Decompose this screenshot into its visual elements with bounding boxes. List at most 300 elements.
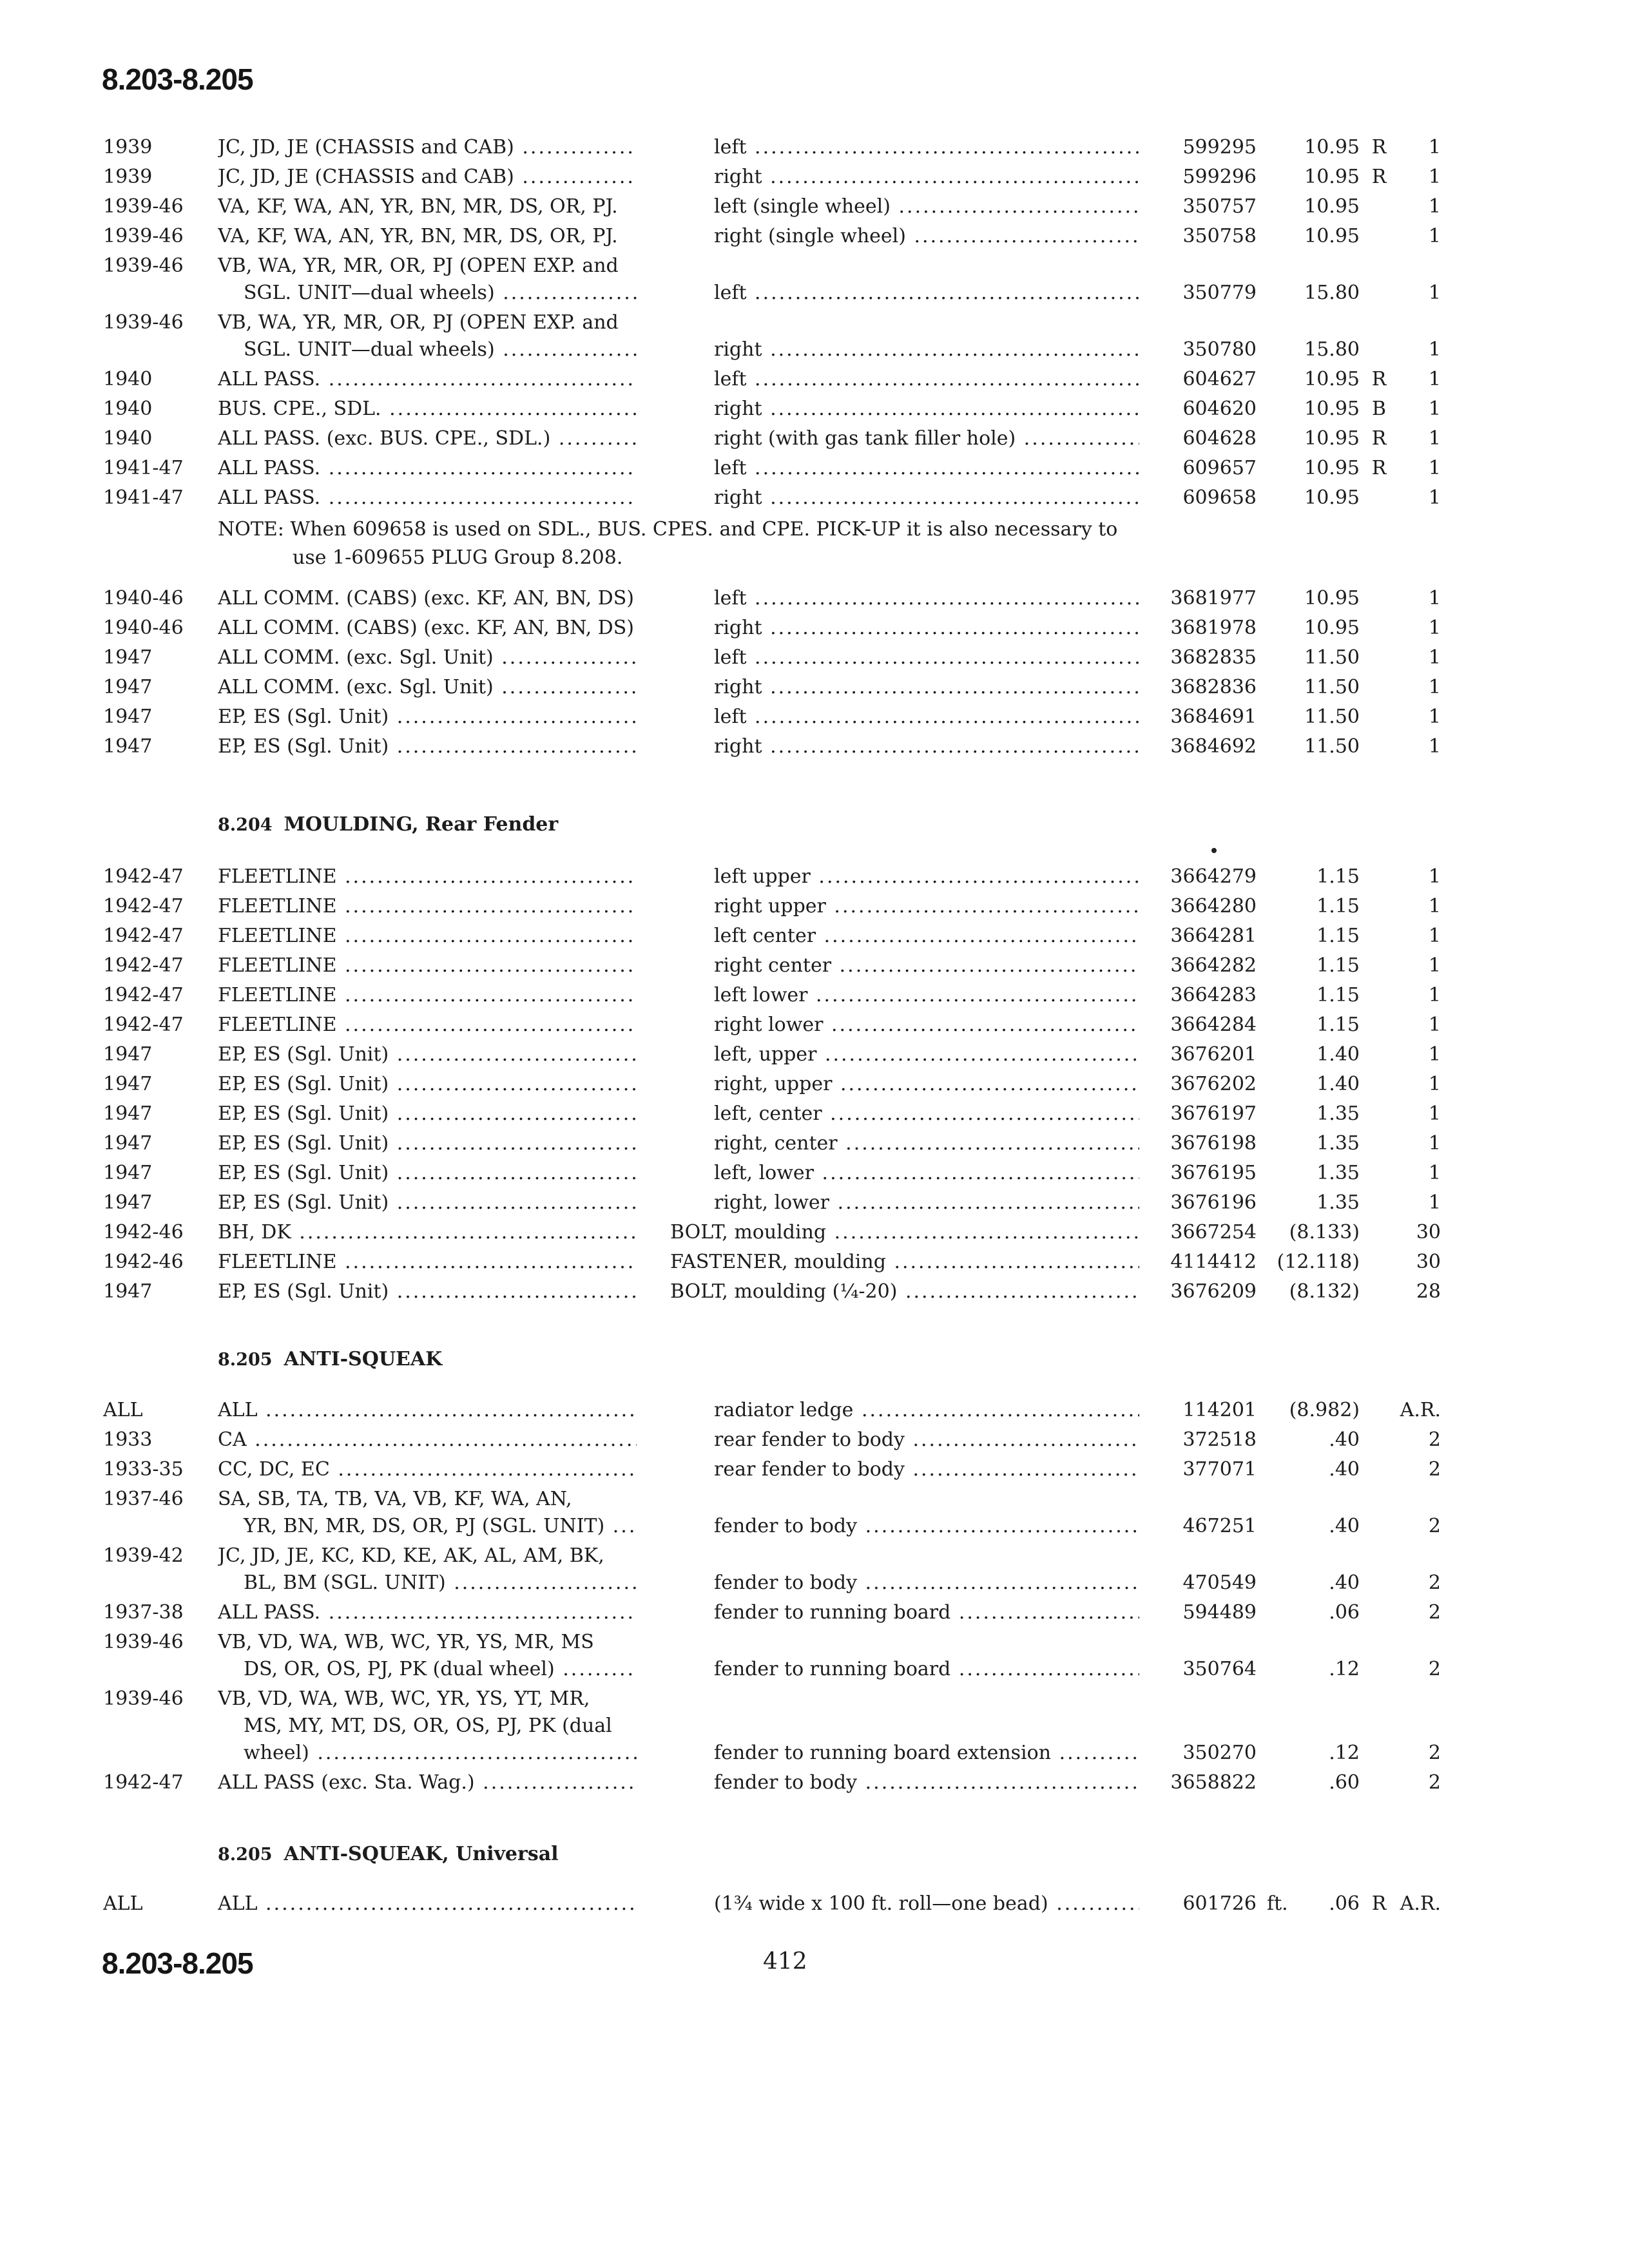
year: 1942-47 (103, 984, 184, 1006)
price: 11.50 (1304, 706, 1360, 728)
table-row-line1 (0, 1542, 1629, 1572)
model: CC, DC, EC ..... (218, 1456, 637, 1483)
year: 1947 (103, 1191, 153, 1214)
description: right ..... (714, 396, 1139, 423)
part-number: 3676195 (1170, 1162, 1257, 1184)
section-heading-8-205-universal (218, 1843, 559, 1865)
year: 1942-47 (103, 954, 184, 977)
code: R (1371, 457, 1387, 479)
model: SA, SB, TA, TB, VA, VB, KF, WA, AN, (218, 1488, 572, 1510)
code: R (1371, 368, 1387, 390)
table-row (0, 455, 1629, 485)
description: left, center ..... (714, 1100, 1139, 1128)
quantity: 1 (1428, 136, 1441, 159)
model-continued: wheel) ..... (218, 1740, 637, 1767)
code: R (1371, 166, 1387, 188)
part-number: 609658 (1182, 486, 1257, 509)
quantity: 1 (1428, 735, 1441, 758)
section-number: 8.204 (218, 815, 273, 835)
price: 15.80 (1304, 338, 1360, 361)
quantity: 1 (1428, 368, 1441, 390)
description: right lower ..... (714, 1012, 1139, 1039)
table-row (0, 1769, 1629, 1799)
table-row (0, 644, 1629, 674)
page-footer-range: 8.203-8.205 (102, 1946, 253, 1980)
part-number: 3664281 (1170, 925, 1257, 947)
description: left ..... (714, 644, 1139, 671)
part-number: 604628 (1182, 427, 1257, 450)
model: FLEETLINE ..... (218, 1012, 637, 1039)
price: 1.35 (1316, 1132, 1360, 1155)
description: right (single wheel) ..... (714, 223, 1139, 250)
description: (1¾ wide x 100 ft. roll—one bead) ..... (714, 1890, 1139, 1917)
price: 1.35 (1316, 1102, 1360, 1125)
part-number: 350779 (1182, 282, 1257, 304)
part-number: 3667254 (1170, 1221, 1257, 1244)
quantity: 1 (1428, 195, 1441, 218)
part-number: 350758 (1182, 225, 1257, 247)
table-row (0, 733, 1629, 763)
model: ALL COMM. (CABS) (exc. KF, AN, BN, DS) (218, 617, 634, 639)
section-number: 8.205 (218, 1350, 273, 1370)
year: 1940 (103, 398, 153, 420)
description: left center ..... (714, 923, 1139, 950)
model: EP, ES (Sgl. Unit) ..... (218, 1160, 637, 1187)
model: ALL ..... (218, 1890, 637, 1917)
table-row (0, 164, 1629, 193)
description: fender to body ..... (714, 1570, 1139, 1597)
table-row (0, 366, 1629, 396)
price: 1.40 (1316, 1073, 1360, 1095)
quantity: 1 (1428, 1073, 1441, 1095)
model: VB, VD, WA, WB, WC, YR, YS, MR, MS (218, 1631, 594, 1653)
table-row-line1 (0, 1486, 1629, 1515)
price: 1.15 (1316, 925, 1360, 947)
price: (12.118) (1277, 1251, 1360, 1273)
description: fender to body ..... (714, 1769, 1139, 1796)
year: 1942-46 (103, 1251, 184, 1273)
table-row (0, 1513, 1629, 1542)
model: FLEETLINE ..... (218, 863, 637, 890)
year: 1942-47 (103, 1771, 184, 1794)
price: 10.95 (1304, 166, 1360, 188)
price: 10.95 (1304, 368, 1360, 390)
model: ALL PASS (exc. Sta. Wag.) ..... (218, 1769, 637, 1796)
part-number: 3676198 (1170, 1132, 1257, 1155)
description: fender to body ..... (714, 1513, 1139, 1540)
description: right (with gas tank filler hole) ..... (714, 425, 1139, 452)
table-row (0, 280, 1629, 309)
model-continued: SGL. UNIT—dual wheels) ..... (218, 280, 637, 307)
price: .40 (1329, 1458, 1360, 1481)
table-row (0, 396, 1629, 425)
table-row (0, 1427, 1629, 1456)
description: right, center ..... (714, 1130, 1139, 1157)
price: 10.95 (1304, 457, 1360, 479)
note (218, 515, 1117, 572)
year: 1939-46 (103, 225, 184, 247)
part-number: 3664282 (1170, 954, 1257, 977)
table-row (0, 1219, 1629, 1249)
price: 1.15 (1316, 1014, 1360, 1036)
year: 1939 (103, 136, 153, 159)
part-number: 3676201 (1170, 1043, 1257, 1066)
table-row-line1 (0, 253, 1629, 282)
quantity: 1 (1428, 1162, 1441, 1184)
note-line-2: use 1-609655 PLUG Group 8.208. (293, 546, 623, 569)
description: right center ..... (714, 952, 1139, 979)
quantity: 1 (1428, 706, 1441, 728)
part-number: 3664279 (1170, 865, 1257, 888)
model: ALL PASS. ..... (218, 366, 637, 393)
part-number: 3682835 (1170, 646, 1257, 669)
table-row (0, 134, 1629, 164)
quantity: 2 (1428, 1771, 1441, 1794)
quantity: 1 (1428, 427, 1441, 450)
model: VB, VD, WA, WB, WC, YR, YS, YT, MR, (218, 1687, 590, 1710)
table-row (0, 1071, 1629, 1100)
model: FLEETLINE ..... (218, 982, 637, 1009)
part-number: 114201 (1182, 1399, 1257, 1421)
part-number: 467251 (1182, 1515, 1257, 1537)
part-number: 3681978 (1170, 617, 1257, 639)
year: 1947 (103, 1073, 153, 1095)
part-number: 3664284 (1170, 1014, 1257, 1036)
price: (8.133) (1289, 1221, 1360, 1244)
part-number: 599296 (1182, 166, 1257, 188)
price: 11.50 (1304, 676, 1360, 698)
quantity: 1 (1428, 338, 1441, 361)
quantity: 1 (1428, 925, 1441, 947)
quantity: 1 (1428, 1043, 1441, 1066)
table-row (0, 893, 1629, 923)
table-row (0, 1599, 1629, 1629)
description: right ..... (714, 674, 1139, 701)
section-number: 8.205 (218, 1845, 273, 1865)
year: 1933 (103, 1428, 153, 1451)
price: 15.80 (1304, 282, 1360, 304)
table-row (0, 982, 1629, 1012)
price: .06 (1329, 1892, 1360, 1915)
price: .12 (1329, 1742, 1360, 1764)
table-row (0, 1456, 1629, 1486)
model: FLEETLINE ..... (218, 923, 637, 950)
model: VA, KF, WA, AN, YR, BN, MR, DS, OR, PJ. (218, 195, 618, 218)
model: VA, KF, WA, AN, YR, BN, MR, DS, OR, PJ. (218, 225, 618, 247)
model: BH, DK ..... (218, 1219, 637, 1246)
quantity: 1 (1428, 617, 1441, 639)
quantity: A.R. (1400, 1892, 1441, 1915)
quantity: 1 (1428, 984, 1441, 1006)
description: fender to running board ..... (714, 1599, 1139, 1626)
model: EP, ES (Sgl. Unit) ..... (218, 733, 637, 760)
model: ALL PASS. ..... (218, 1599, 637, 1626)
model: FLEETLINE ..... (218, 893, 637, 920)
year: 1939-42 (103, 1544, 184, 1567)
table-row (0, 1740, 1629, 1769)
section-title: ANTI-SQUEAK (284, 1348, 443, 1370)
year: 1942-47 (103, 925, 184, 947)
model: EP, ES (Sgl. Unit) ..... (218, 1278, 637, 1305)
year: 1947 (103, 1162, 153, 1184)
year: 1940 (103, 368, 153, 390)
year: 1947 (103, 676, 153, 698)
description: left lower ..... (714, 982, 1139, 1009)
model: BUS. CPE., SDL. ..... (218, 396, 637, 423)
note-line-1: NOTE: When 609658 is used on SDL., BUS. CPES. and CPE. PICK-UP it is also necessary to (218, 518, 1118, 541)
price: .60 (1329, 1771, 1360, 1794)
table-row (0, 1160, 1629, 1189)
price: .40 (1329, 1571, 1360, 1594)
description: left ..... (714, 704, 1139, 731)
year: ALL (103, 1892, 143, 1915)
description: left ..... (714, 585, 1139, 612)
price: .40 (1329, 1515, 1360, 1537)
code: R (1371, 427, 1387, 450)
model: FLEETLINE ..... (218, 952, 637, 979)
price: 1.15 (1316, 865, 1360, 888)
price: 1.15 (1316, 954, 1360, 977)
price: 1.15 (1316, 984, 1360, 1006)
part-number: 470549 (1182, 1571, 1257, 1594)
price: 10.95 (1304, 617, 1360, 639)
year: 1939-46 (103, 195, 184, 218)
code: R (1371, 1892, 1387, 1915)
description: fender to running board extension ..... (714, 1740, 1139, 1767)
quantity: 2 (1428, 1601, 1441, 1624)
part-number: 599295 (1182, 136, 1257, 159)
year: 1947 (103, 1280, 153, 1303)
price: .40 (1329, 1428, 1360, 1451)
year: 1947 (103, 1043, 153, 1066)
description: BOLT, moulding (¼-20) ..... (670, 1278, 1139, 1305)
year: 1942-47 (103, 895, 184, 918)
part-number: 377071 (1182, 1458, 1257, 1481)
year: 1933-35 (103, 1458, 184, 1481)
price: 10.95 (1304, 136, 1360, 159)
model: VB, WA, YR, MR, OR, PJ (OPEN EXP. and (218, 255, 619, 277)
price: 1.35 (1316, 1191, 1360, 1214)
description: left, upper ..... (714, 1041, 1139, 1068)
table-row (0, 863, 1629, 893)
quantity: 1 (1428, 1132, 1441, 1155)
table-row (0, 1041, 1629, 1071)
quantity: 1 (1428, 954, 1441, 977)
price: 11.50 (1304, 735, 1360, 758)
description: radiator ledge ..... (714, 1397, 1139, 1424)
model-continued: SGL. UNIT—dual wheels) ..... (218, 336, 637, 363)
model: EP, ES (Sgl. Unit) ..... (218, 1130, 637, 1157)
table-row (0, 704, 1629, 733)
part-number: 350270 (1182, 1742, 1257, 1764)
model: JC, JD, JE (CHASSIS and CAB) ..... (218, 134, 637, 161)
part-number: 3664280 (1170, 895, 1257, 918)
table-row (0, 585, 1629, 615)
year: 1939-46 (103, 311, 184, 334)
year: 1942-46 (103, 1221, 184, 1244)
table-row (0, 193, 1629, 223)
quantity: 30 (1416, 1251, 1441, 1273)
description: rear fender to body ..... (714, 1427, 1139, 1454)
part-number: 3664283 (1170, 984, 1257, 1006)
print-mark (1211, 848, 1217, 853)
quantity: 1 (1428, 587, 1441, 610)
part-number: 3684691 (1170, 706, 1257, 728)
description: FASTENER, moulding ..... (670, 1249, 1139, 1276)
table-row (0, 1397, 1629, 1427)
table-row-line1 (0, 1629, 1629, 1658)
quantity: 1 (1428, 166, 1441, 188)
year: 1942-47 (103, 1014, 184, 1036)
year: 1941-47 (103, 457, 184, 479)
quantity: 1 (1428, 1014, 1441, 1036)
part-number: 3684692 (1170, 735, 1257, 758)
table-row-line1 (0, 309, 1629, 339)
quantity: 28 (1416, 1280, 1441, 1303)
model: FLEETLINE ..... (218, 1249, 637, 1276)
table-row (0, 674, 1629, 704)
price: 10.95 (1304, 398, 1360, 420)
quantity: 1 (1428, 646, 1441, 669)
model: EP, ES (Sgl. Unit) ..... (218, 1071, 637, 1098)
price: 10.95 (1304, 587, 1360, 610)
year: 1937-46 (103, 1488, 184, 1510)
quantity: 1 (1428, 676, 1441, 698)
unit: ft. (1267, 1892, 1288, 1915)
quantity: 2 (1428, 1428, 1441, 1451)
year: 1941-47 (103, 486, 184, 509)
part-number: 594489 (1182, 1601, 1257, 1624)
table-row (0, 1249, 1629, 1278)
year: 1947 (103, 646, 153, 669)
year: 1939-46 (103, 1631, 184, 1653)
description: fender to running board ..... (714, 1656, 1139, 1683)
table-row (0, 1012, 1629, 1041)
model: ALL ..... (218, 1397, 637, 1424)
price: (8.132) (1289, 1280, 1360, 1303)
description: left, lower ..... (714, 1160, 1139, 1187)
table-row-line1 (0, 1686, 1629, 1715)
description: left ..... (714, 280, 1139, 307)
section-title: MOULDING, Rear Fender (284, 813, 559, 836)
price: 10.95 (1304, 195, 1360, 218)
description: left (single wheel) ..... (714, 193, 1139, 220)
description: right ..... (714, 336, 1139, 363)
price: .12 (1329, 1658, 1360, 1680)
model: CA ..... (218, 1427, 637, 1454)
part-number: 350764 (1182, 1658, 1257, 1680)
quantity: 2 (1428, 1742, 1441, 1764)
description: left ..... (714, 134, 1139, 161)
year: 1940-46 (103, 617, 184, 639)
table-row (0, 615, 1629, 644)
table-row (0, 485, 1629, 514)
part-number: 3681977 (1170, 587, 1257, 610)
description: left ..... (714, 366, 1139, 393)
part-number: 604627 (1182, 368, 1257, 390)
part-number: 3676209 (1170, 1280, 1257, 1303)
description: left ..... (714, 455, 1139, 482)
quantity: 1 (1428, 398, 1441, 420)
quantity: 1 (1428, 1191, 1441, 1214)
price: 1.15 (1316, 895, 1360, 918)
model-continued: YR, BN, MR, DS, OR, PJ (SGL. UNIT) ..... (218, 1513, 637, 1540)
part-number: 3682836 (1170, 676, 1257, 698)
description: BOLT, moulding ..... (670, 1219, 1139, 1246)
price: 10.95 (1304, 486, 1360, 509)
description: right ..... (714, 164, 1139, 191)
quantity: 1 (1428, 457, 1441, 479)
part-number: 3676202 (1170, 1073, 1257, 1095)
model: ALL PASS. (exc. BUS. CPE., SDL.) ..... (218, 425, 637, 452)
part-number: 609657 (1182, 457, 1257, 479)
quantity: 1 (1428, 865, 1441, 888)
code: R (1371, 136, 1387, 159)
year: ALL (103, 1399, 143, 1421)
year: 1940-46 (103, 587, 184, 610)
model: ALL PASS. ..... (218, 485, 637, 512)
quantity: 2 (1428, 1658, 1441, 1680)
model-continued: MS, MY, MT, DS, OR, OS, PJ, PK (dual (244, 1715, 612, 1737)
price: .06 (1329, 1601, 1360, 1624)
part-number: 604620 (1182, 398, 1257, 420)
year: 1940 (103, 427, 153, 450)
year: 1942-47 (103, 865, 184, 888)
quantity: 2 (1428, 1515, 1441, 1537)
table-row (0, 923, 1629, 952)
model: EP, ES (Sgl. Unit) ..... (218, 704, 637, 731)
model-continued: DS, OR, OS, PJ, PK (dual wheel) ..... (218, 1656, 637, 1683)
model: EP, ES (Sgl. Unit) ..... (218, 1189, 637, 1216)
price: 10.95 (1304, 225, 1360, 247)
model: JC, JD, JE, KC, KD, KE, AK, AL, AM, BK, (218, 1544, 604, 1567)
model: EP, ES (Sgl. Unit) ..... (218, 1041, 637, 1068)
code: B (1371, 398, 1387, 420)
part-number: 3676196 (1170, 1191, 1257, 1214)
page-header: 8.203-8.205 (102, 62, 253, 96)
table-row (0, 1656, 1629, 1686)
table-row (0, 1130, 1629, 1160)
section-heading-8-204 (218, 813, 558, 836)
table-row (0, 952, 1629, 982)
model-continued: BL, BM (SGL. UNIT) ..... (218, 1570, 637, 1597)
table-row (0, 1100, 1629, 1130)
year: 1947 (103, 735, 153, 758)
table-row (0, 1890, 1629, 1920)
model: ALL COMM. (CABS) (exc. KF, AN, BN, DS) (218, 587, 634, 610)
quantity: 1 (1428, 282, 1441, 304)
model: EP, ES (Sgl. Unit) ..... (218, 1100, 637, 1128)
description: left upper ..... (714, 863, 1139, 890)
model: VB, WA, YR, MR, OR, PJ (OPEN EXP. and (218, 311, 619, 334)
year: 1939 (103, 166, 153, 188)
table-row (0, 1278, 1629, 1308)
description: right ..... (714, 733, 1139, 760)
price: 1.35 (1316, 1162, 1360, 1184)
price: 11.50 (1304, 646, 1360, 669)
price: 10.95 (1304, 427, 1360, 450)
quantity: 30 (1416, 1221, 1441, 1244)
part-number: 372518 (1182, 1428, 1257, 1451)
year: 1947 (103, 1102, 153, 1125)
part-number: 4114412 (1170, 1251, 1257, 1273)
table-row (0, 336, 1629, 366)
description: right ..... (714, 615, 1139, 642)
table-row-line2 (0, 1713, 1629, 1742)
description: right, upper ..... (714, 1071, 1139, 1098)
description: right, lower ..... (714, 1189, 1139, 1216)
part-number: 601726 (1182, 1892, 1257, 1915)
